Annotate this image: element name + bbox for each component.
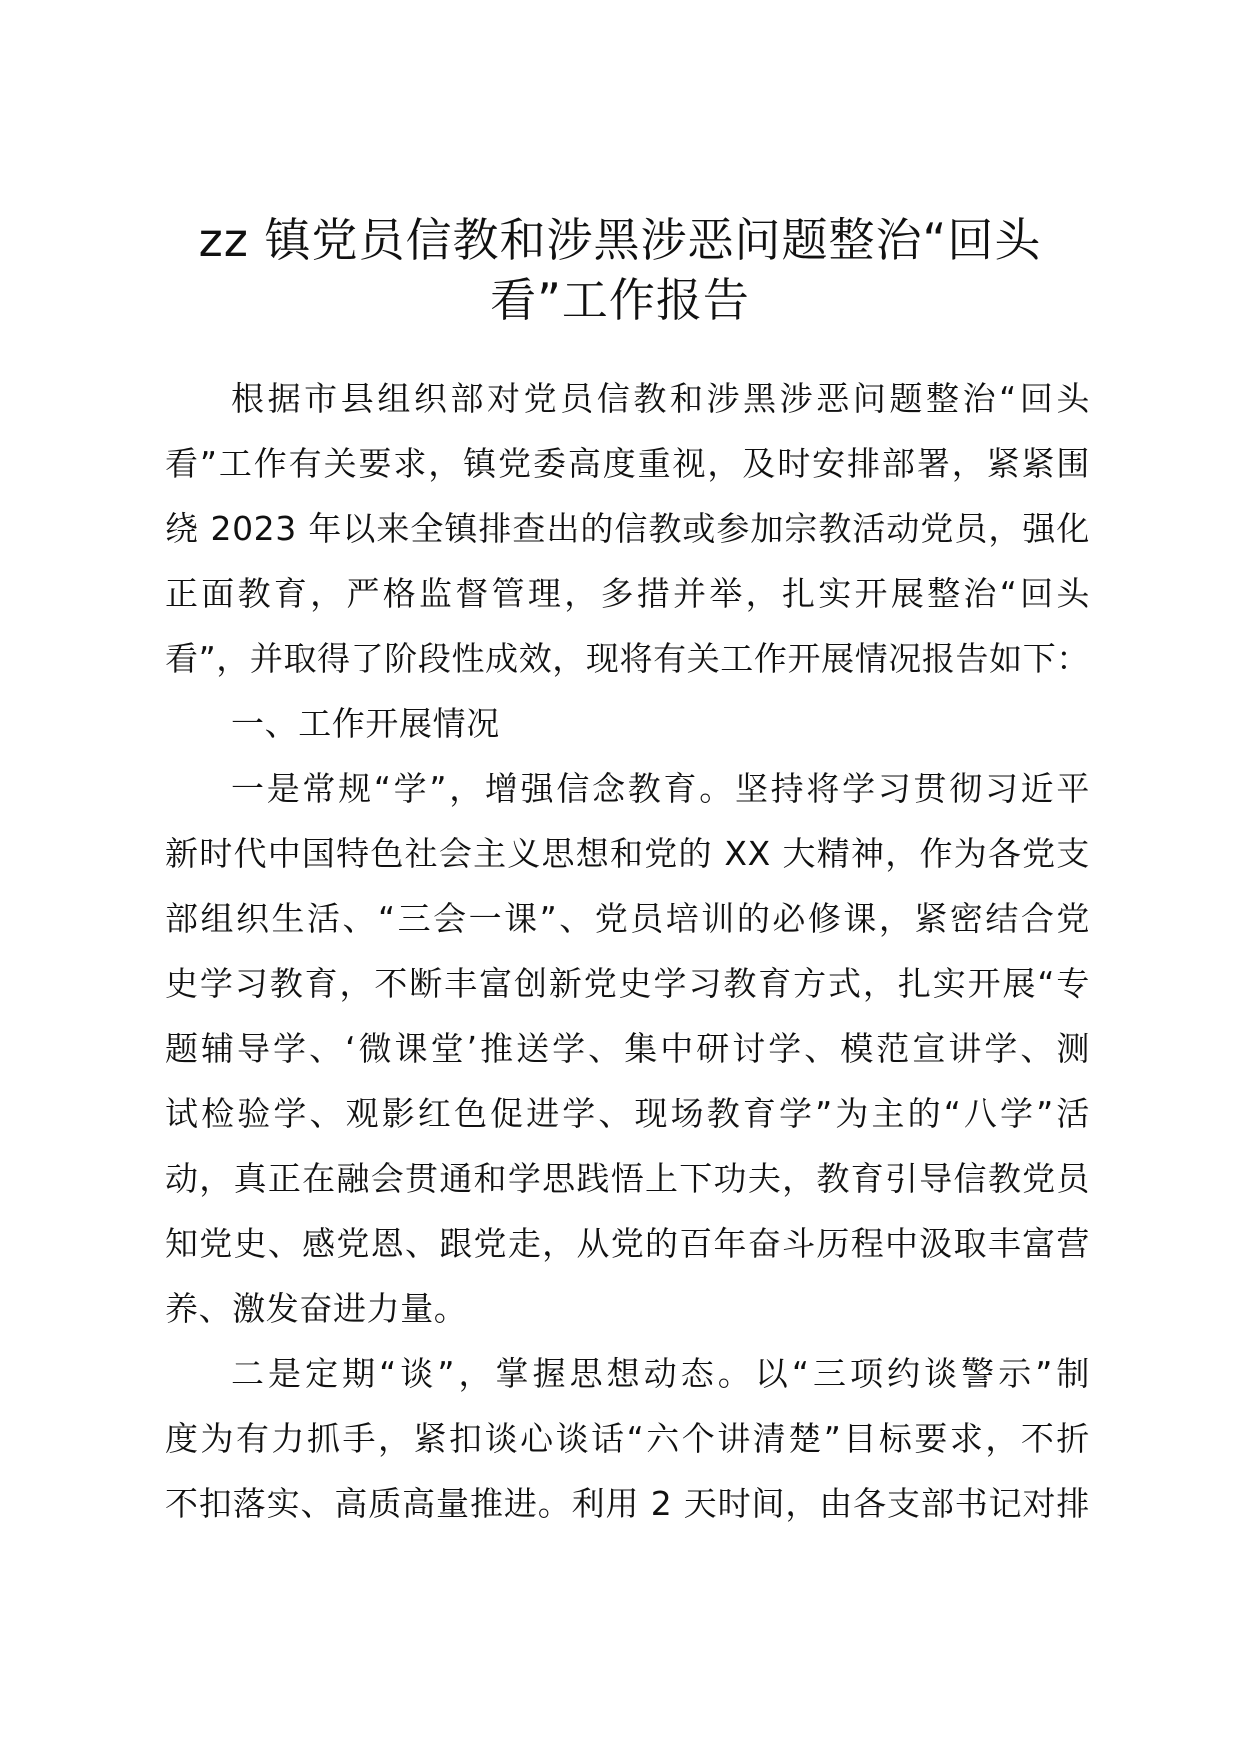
- body-line: 养、激发奋进力量。: [165, 1289, 468, 1328]
- body-line: 根据市县组织部对党员信教和涉黑涉恶问题整治“回头: [231, 379, 1090, 418]
- body-line: 部组织生活、“三会一课”、党员培训的必修课，紧密结合党: [165, 899, 1090, 938]
- document-body: [165, 366, 1090, 1536]
- body-line: 新时代中国特色社会主义思想和党的 XX 大精神，作为各党支: [165, 834, 1090, 873]
- body-line: 看”，并取得了阶段性成效，现将有关工作开展情况报告如下：: [165, 639, 1090, 678]
- title-line-1: zz 镇党员信教和涉黑涉恶问题整治“回头: [198, 213, 1042, 267]
- body-line: 看”工作有关要求，镇党委高度重视，及时安排部署，紧紧围: [165, 444, 1090, 483]
- body-line: 动，真正在融会贯通和学思践悟上下功夫，教育引导信教党员: [165, 1159, 1090, 1198]
- body-line: 试检验学、观影红色促进学、现场教育学”为主的“八学”活: [165, 1094, 1090, 1133]
- body-line: 一是常规“学”，增强信念教育。坚持将学习贯彻习近平: [231, 769, 1090, 808]
- body-line: 二是定期“谈”，掌握思想动态。以“三项约谈警示”制: [231, 1354, 1090, 1393]
- body-line: 正面教育，严格监督管理，多措并举，扎实开展整治“回头: [165, 574, 1090, 613]
- body-line: 绕 2023 年以来全镇排查出的信教或参加宗教活动党员，强化: [165, 509, 1090, 548]
- document-title: [165, 210, 1075, 330]
- body-line: 度为有力抓手，紧扣谈心谈话“六个讲清楚”目标要求，不折: [165, 1419, 1090, 1458]
- body-line: 知党史、感党恩、跟党走，从党的百年奋斗历程中汲取丰富营: [165, 1224, 1090, 1263]
- body-line: 题辅导学、‘微课堂’推送学、集中研讨学、模范宣讲学、测: [165, 1029, 1090, 1068]
- title-line-2: 看”工作报告: [490, 273, 750, 327]
- section-heading: 一、工作开展情况: [231, 704, 500, 743]
- body-line: 史学习教育，不断丰富创新党史学习教育方式，扎实开展“专: [165, 964, 1090, 1003]
- body-line: 不扣落实、高质高量推进。利用 2 天时间，由各支部书记对排: [165, 1484, 1090, 1523]
